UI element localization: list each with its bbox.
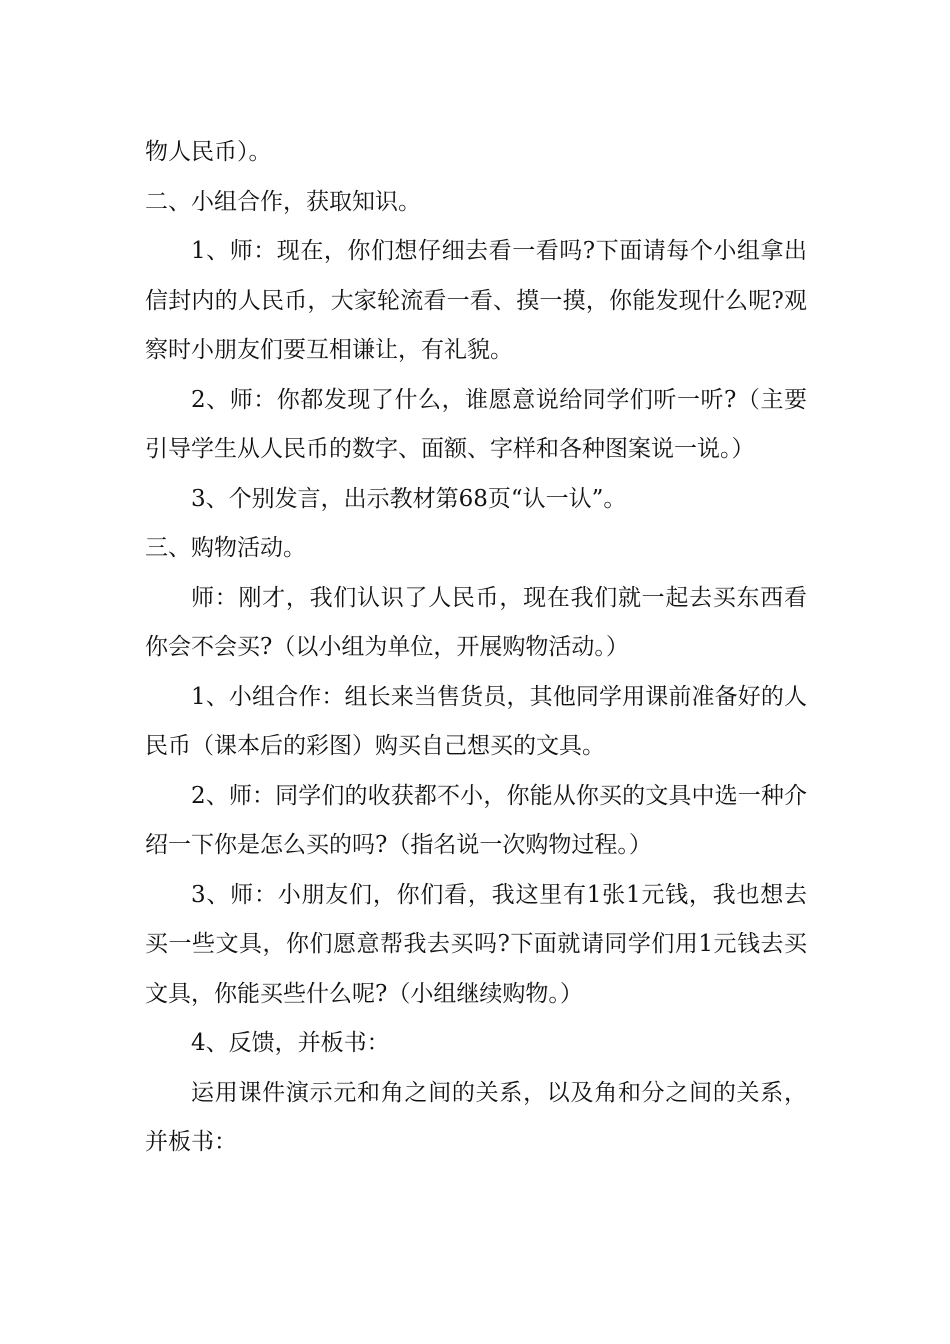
paragraph-activity-1: 1、小组合作：组长来当售货员，其他同学用课前准备好的人民币（课本后的彩图）购买自己想买的文具。 [145, 683, 807, 759]
section-heading-2: 二、小组合作，获取知识。 [145, 188, 421, 215]
paragraph-step-3: 3、个别发言，出示教材第68页“认一认”。 [191, 485, 627, 512]
paragraph-courseware: 运用课件演示元和角之间的关系，以及角和分之间的关系，并板书： [145, 1079, 807, 1155]
paragraph-teacher-intro: 师：刚才，我们认识了人民币，现在我们就一起去买东西看你会不会买?（以小组为单位，开展购物活动。） [145, 584, 807, 660]
paragraph-activity-3: 3、师：小朋友们，你们看，我这里有1张1元钱，我也想去买一些文具，你们愿意帮我去买吗?下面就请同学们用1元钱去买文具，你能买些什么呢?（小组继续购物。） [145, 881, 807, 1007]
paragraph-step-1: 1、师：现在，你们想仔细去看一看吗?下面请每个小组拿出信封内的人民币，大家轮流看一看、摸一摸，你能发现什么呢?观察时小朋友们要互相谦让，有礼貌。 [145, 238, 807, 363]
section-heading-3: 三、购物活动。 [145, 535, 306, 561]
paragraph-step-2: 2、师：你都发现了什么，谁愿意说给同学们听一听?（主要引导学生从人民币的数字、面额、字样和各种图案说一说。） [145, 386, 807, 462]
paragraph-activity-2: 2、师：同学们的收获都不小，你能从你买的文具中选一种介绍一下你是怎么买的吗?（指名说一次购物过程。） [145, 782, 807, 858]
paragraph-continuation: 物人民币）。 [145, 139, 272, 165]
paragraph-activity-4: 4、反馈，并板书： [191, 1030, 390, 1056]
document-body [145, 128, 807, 1168]
